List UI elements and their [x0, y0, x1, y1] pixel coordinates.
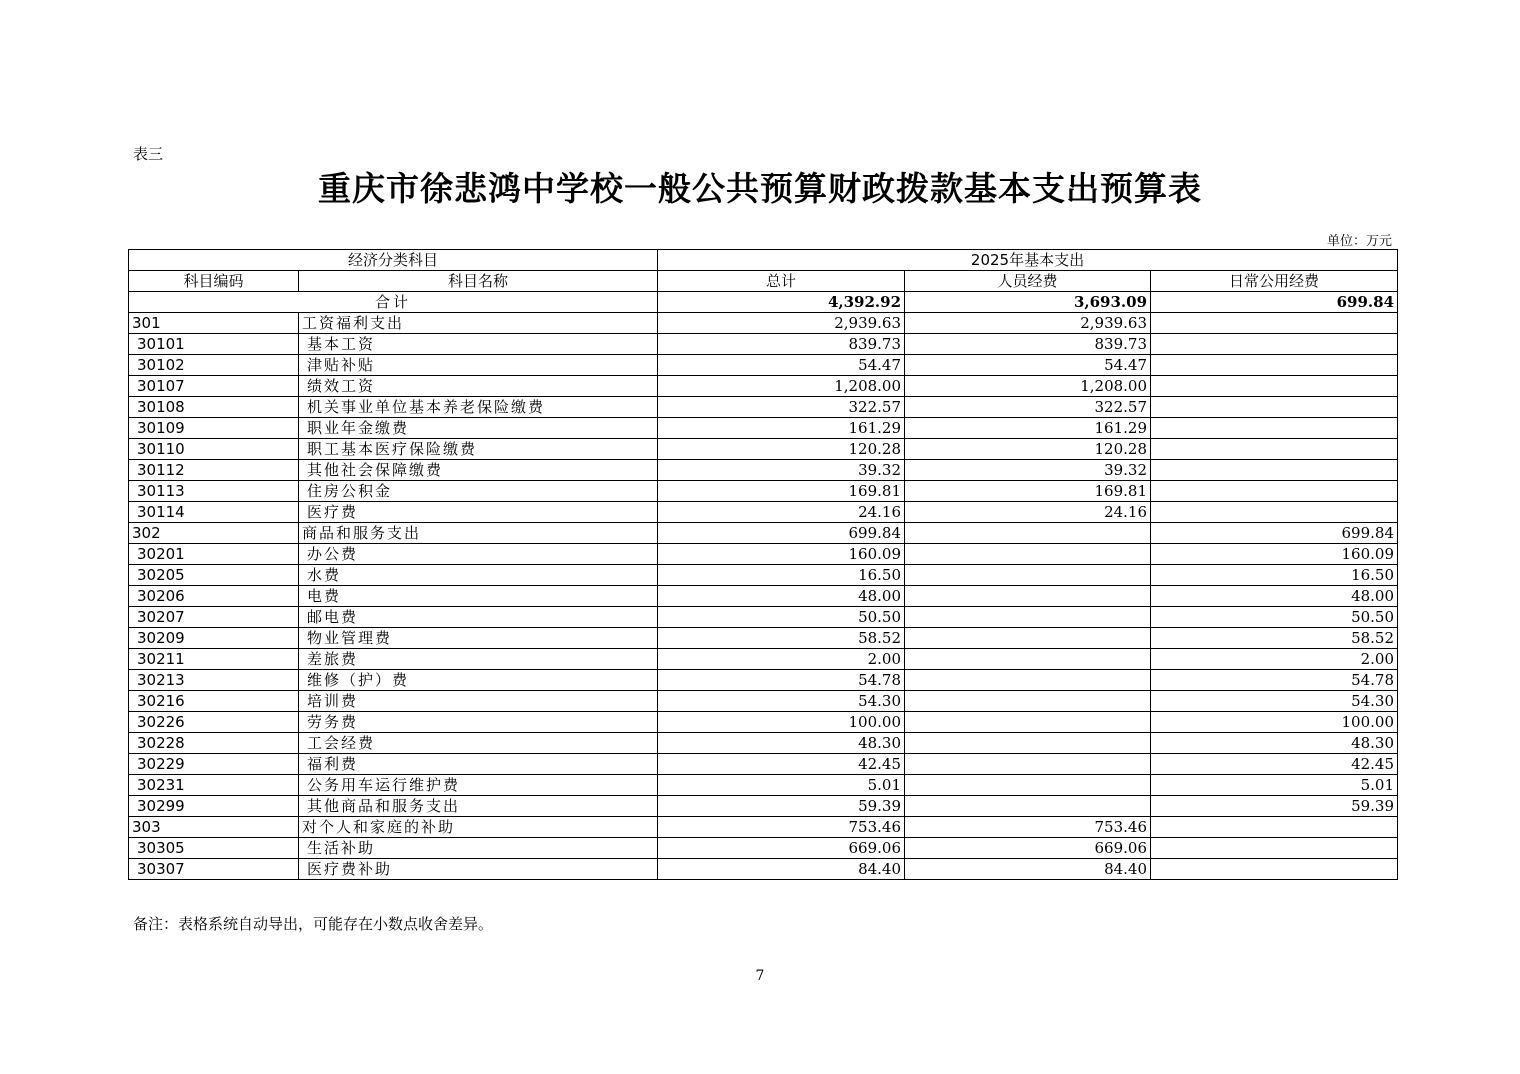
cell-code: 30101 [129, 334, 299, 355]
cell-name: 办公费 [299, 544, 658, 565]
cell-code: 30229 [129, 754, 299, 775]
cell-name: 邮电费 [299, 607, 658, 628]
cell-code: 30216 [129, 691, 299, 712]
cell-public: 699.84 [1151, 523, 1398, 544]
table-row [129, 313, 1398, 334]
cell-name: 差旅费 [299, 649, 658, 670]
cell-total: 699.84 [658, 523, 905, 544]
cell-public [1151, 313, 1398, 334]
cell-name: 津贴补贴 [299, 355, 658, 376]
cell-name: 劳务费 [299, 712, 658, 733]
cell-personnel: 24.16 [905, 502, 1151, 523]
cell-code: 30108 [129, 397, 299, 418]
cell-personnel [905, 691, 1151, 712]
header-basic-expenditure: 2025年基本支出 [658, 250, 1398, 271]
cell-personnel [905, 670, 1151, 691]
cell-code: 30228 [129, 733, 299, 754]
cell-code: 30113 [129, 481, 299, 502]
cell-personnel [905, 628, 1151, 649]
cell-name: 绩效工资 [299, 376, 658, 397]
cell-personnel: 753.46 [905, 817, 1151, 838]
table-row [129, 418, 1398, 439]
table-row [129, 565, 1398, 586]
cell-name: 培训费 [299, 691, 658, 712]
cell-personnel: 1,208.00 [905, 376, 1151, 397]
cell-name: 职工基本医疗保险缴费 [299, 439, 658, 460]
table-row [129, 628, 1398, 649]
header-total: 总计 [658, 271, 905, 292]
table-row [129, 691, 1398, 712]
cell-code: 30114 [129, 502, 299, 523]
cell-code: 30231 [129, 775, 299, 796]
cell-code: 30305 [129, 838, 299, 859]
cell-public [1151, 355, 1398, 376]
cell-name: 物业管理费 [299, 628, 658, 649]
cell-public [1151, 397, 1398, 418]
unit-label: 单位：万元 [1326, 234, 1392, 249]
cell-public [1151, 817, 1398, 838]
cell-personnel: 322.57 [905, 397, 1151, 418]
cell-name: 工会经费 [299, 733, 658, 754]
cell-public: 48.00 [1151, 586, 1398, 607]
header-column-row [129, 271, 1398, 292]
cell-name: 福利费 [299, 754, 658, 775]
cell-code: 30109 [129, 418, 299, 439]
cell-public [1151, 838, 1398, 859]
table-row [129, 586, 1398, 607]
cell-personnel [905, 712, 1151, 733]
budget-table [128, 249, 1398, 880]
cell-personnel [905, 649, 1151, 670]
cell-total: 54.47 [658, 355, 905, 376]
cell-total: 24.16 [658, 502, 905, 523]
cell-public [1151, 376, 1398, 397]
table-row [129, 796, 1398, 817]
header-code: 科目编码 [129, 271, 299, 292]
table-body [129, 292, 1398, 880]
cell-personnel: 120.28 [905, 439, 1151, 460]
cell-total: 42.45 [658, 754, 905, 775]
cell-total: 1,208.00 [658, 376, 905, 397]
cell-total: 84.40 [658, 859, 905, 880]
cell-name: 其他商品和服务支出 [299, 796, 658, 817]
cell-personnel [905, 544, 1151, 565]
cell-code: 30207 [129, 607, 299, 628]
table-row [129, 481, 1398, 502]
cell-code: 30201 [129, 544, 299, 565]
total-personnel: 3,693.09 [905, 292, 1151, 313]
total-label: 合计 [129, 292, 658, 313]
cell-public: 58.52 [1151, 628, 1398, 649]
table-row [129, 712, 1398, 733]
cell-name: 住房公积金 [299, 481, 658, 502]
cell-total: 120.28 [658, 439, 905, 460]
cell-code: 30205 [129, 565, 299, 586]
cell-total: 669.06 [658, 838, 905, 859]
cell-total: 16.50 [658, 565, 905, 586]
cell-total: 54.78 [658, 670, 905, 691]
cell-name: 工资福利支出 [299, 313, 658, 334]
cell-total: 48.30 [658, 733, 905, 754]
cell-public: 160.09 [1151, 544, 1398, 565]
table-row [129, 817, 1398, 838]
cell-name: 基本工资 [299, 334, 658, 355]
cell-public: 5.01 [1151, 775, 1398, 796]
cell-public: 42.45 [1151, 754, 1398, 775]
cell-name: 医疗费补助 [299, 859, 658, 880]
cell-total: 839.73 [658, 334, 905, 355]
cell-personnel [905, 796, 1151, 817]
cell-code: 303 [129, 817, 299, 838]
cell-public: 16.50 [1151, 565, 1398, 586]
cell-name: 其他社会保障缴费 [299, 460, 658, 481]
cell-code: 30107 [129, 376, 299, 397]
table-row [129, 355, 1398, 376]
cell-code: 30112 [129, 460, 299, 481]
table-row [129, 460, 1398, 481]
cell-public: 50.50 [1151, 607, 1398, 628]
cell-personnel [905, 565, 1151, 586]
footnote: 备注：表格系统自动导出，可能存在小数点收舍差异。 [133, 915, 494, 933]
cell-total: 50.50 [658, 607, 905, 628]
header-group-row [129, 250, 1398, 271]
total-public: 699.84 [1151, 292, 1398, 313]
cell-code: 30307 [129, 859, 299, 880]
table-row [129, 733, 1398, 754]
cell-code: 302 [129, 523, 299, 544]
cell-public [1151, 502, 1398, 523]
header-economic-category: 经济分类科目 [129, 250, 658, 271]
cell-name: 商品和服务支出 [299, 523, 658, 544]
cell-personnel [905, 586, 1151, 607]
cell-personnel: 161.29 [905, 418, 1151, 439]
cell-personnel: 84.40 [905, 859, 1151, 880]
table-row [129, 523, 1398, 544]
cell-public: 59.39 [1151, 796, 1398, 817]
table-row [129, 439, 1398, 460]
page-title: 重庆市徐悲鸿中学校一般公共预算财政拨款基本支出预算表 [318, 169, 1202, 208]
header-personnel: 人员经费 [905, 271, 1151, 292]
cell-public: 2.00 [1151, 649, 1398, 670]
cell-total: 48.00 [658, 586, 905, 607]
cell-personnel [905, 607, 1151, 628]
cell-total: 161.29 [658, 418, 905, 439]
table-row [129, 397, 1398, 418]
cell-total: 753.46 [658, 817, 905, 838]
cell-personnel: 169.81 [905, 481, 1151, 502]
table-row [129, 649, 1398, 670]
table-row [129, 670, 1398, 691]
cell-total: 39.32 [658, 460, 905, 481]
cell-code: 30102 [129, 355, 299, 376]
cell-public [1151, 481, 1398, 502]
table-row [129, 838, 1398, 859]
cell-public: 54.78 [1151, 670, 1398, 691]
cell-personnel [905, 775, 1151, 796]
cell-code: 30213 [129, 670, 299, 691]
cell-personnel: 39.32 [905, 460, 1151, 481]
cell-code: 30209 [129, 628, 299, 649]
cell-name: 电费 [299, 586, 658, 607]
cell-public [1151, 334, 1398, 355]
table-row [129, 775, 1398, 796]
cell-total: 160.09 [658, 544, 905, 565]
cell-personnel [905, 523, 1151, 544]
cell-name: 生活补助 [299, 838, 658, 859]
table-row [129, 502, 1398, 523]
cell-personnel [905, 754, 1151, 775]
cell-name: 维修（护）费 [299, 670, 658, 691]
cell-public [1151, 859, 1398, 880]
cell-personnel: 669.06 [905, 838, 1151, 859]
header-public: 日常公用经费 [1151, 271, 1398, 292]
table-row [129, 859, 1398, 880]
cell-code: 30226 [129, 712, 299, 733]
cell-code: 30206 [129, 586, 299, 607]
cell-total: 322.57 [658, 397, 905, 418]
cell-total: 58.52 [658, 628, 905, 649]
cell-code: 30299 [129, 796, 299, 817]
cell-personnel: 839.73 [905, 334, 1151, 355]
cell-public [1151, 439, 1398, 460]
cell-public: 100.00 [1151, 712, 1398, 733]
cell-public [1151, 418, 1398, 439]
cell-public: 48.30 [1151, 733, 1398, 754]
header-name: 科目名称 [299, 271, 658, 292]
cell-name: 机关事业单位基本养老保险缴费 [299, 397, 658, 418]
cell-public: 54.30 [1151, 691, 1398, 712]
page-number: 7 [755, 968, 765, 984]
cell-total: 169.81 [658, 481, 905, 502]
cell-total: 2.00 [658, 649, 905, 670]
total-row [129, 292, 1398, 313]
cell-name: 水费 [299, 565, 658, 586]
cell-name: 医疗费 [299, 502, 658, 523]
cell-total: 54.30 [658, 691, 905, 712]
cell-total: 5.01 [658, 775, 905, 796]
cell-name: 对个人和家庭的补助 [299, 817, 658, 838]
table-row [129, 376, 1398, 397]
cell-total: 2,939.63 [658, 313, 905, 334]
table-label: 表三 [133, 145, 164, 163]
table-row [129, 334, 1398, 355]
table-row [129, 544, 1398, 565]
cell-personnel [905, 733, 1151, 754]
cell-code: 301 [129, 313, 299, 334]
cell-total: 100.00 [658, 712, 905, 733]
table-row [129, 607, 1398, 628]
cell-personnel: 2,939.63 [905, 313, 1151, 334]
cell-code: 30110 [129, 439, 299, 460]
total-sum: 4,392.92 [658, 292, 905, 313]
cell-total: 59.39 [658, 796, 905, 817]
cell-name: 职业年金缴费 [299, 418, 658, 439]
table-row [129, 754, 1398, 775]
cell-personnel: 54.47 [905, 355, 1151, 376]
cell-name: 公务用车运行维护费 [299, 775, 658, 796]
cell-public [1151, 460, 1398, 481]
cell-code: 30211 [129, 649, 299, 670]
